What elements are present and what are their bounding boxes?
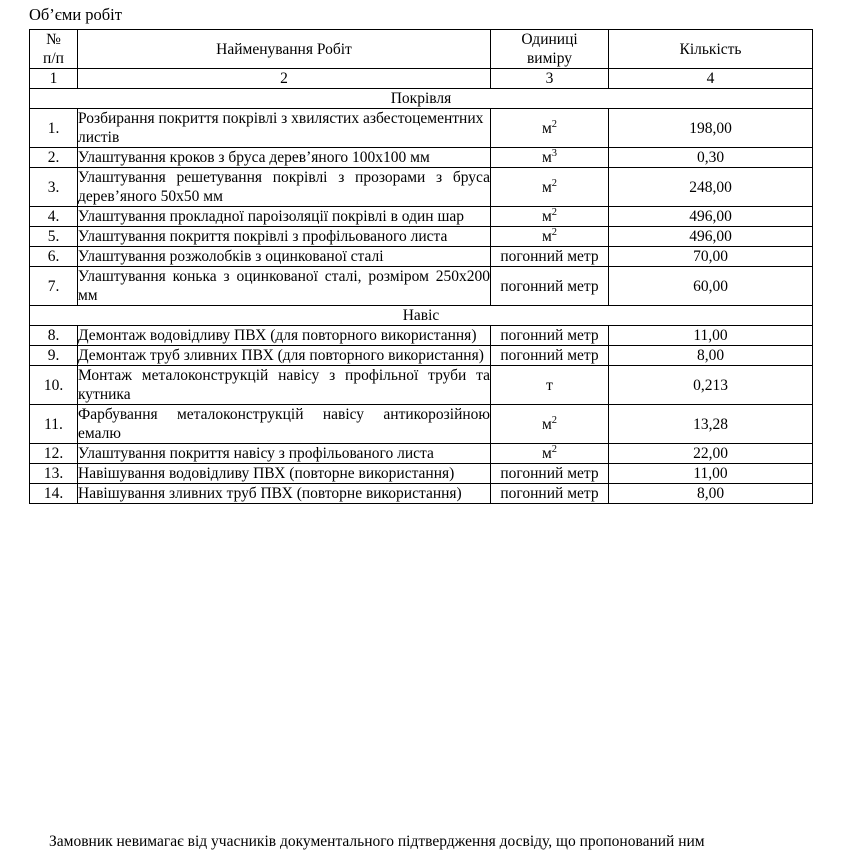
row-unit-exponent: 2 [551, 118, 558, 130]
row-unit-exponent: 2 [551, 414, 558, 426]
table-row [30, 366, 813, 405]
row-description: Улаштування конька з оцинкованої сталі, розміром 250х200 мм [78, 268, 490, 304]
table-body [30, 89, 813, 504]
table-row [30, 464, 813, 484]
row-number: 13. [30, 464, 78, 484]
row-unit [491, 168, 609, 207]
column-number-4: 4 [609, 69, 813, 89]
row-quantity: 11,00 [609, 326, 813, 346]
row-unit-exponent: 3 [551, 147, 558, 159]
table-row [30, 148, 813, 168]
row-description: Навішування зливних труб ПВХ (повторне використання) [78, 484, 491, 504]
row-quantity: 13,28 [609, 405, 813, 444]
column-header-unit-line1: Одиниці [521, 31, 578, 48]
table-row [30, 326, 813, 346]
row-description: Улаштування покриття навісу з профільованого листа [78, 444, 491, 464]
row-quantity: 11,00 [609, 464, 813, 484]
column-header-description: Найменування Робіт [78, 30, 491, 69]
column-number-2: 2 [78, 69, 491, 89]
row-quantity: 22,00 [609, 444, 813, 464]
column-number-3: 3 [491, 69, 609, 89]
table-row [30, 247, 813, 267]
row-quantity: 8,00 [609, 484, 813, 504]
row-quantity: 70,00 [609, 247, 813, 267]
table-row [30, 267, 813, 306]
row-unit-base: погонний метр [500, 327, 599, 344]
row-quantity: 0,213 [609, 366, 813, 405]
table-row [30, 227, 813, 247]
row-description: Улаштування решетування покрівлі з прозорами з бруса дерев’яного 50х50 мм [78, 169, 490, 205]
row-number: 4. [30, 207, 78, 227]
page-title: Об’єми робіт [29, 5, 122, 24]
row-quantity: 60,00 [609, 267, 813, 306]
footer-note: Замовник невимагає від учасників документального підтвердження досвіду, що пропонований ним [49, 833, 705, 850]
table-header [30, 30, 813, 89]
row-unit-base: погонний метр [500, 485, 599, 502]
row-unit [491, 148, 609, 168]
row-description: Улаштування прокладної пароізоляції покрівлі в один шар [78, 207, 491, 227]
row-unit-base: м [541, 228, 552, 245]
row-quantity: 496,00 [609, 207, 813, 227]
row-number: 3. [30, 168, 78, 207]
row-number: 12. [30, 444, 78, 464]
column-header-quantity: Кількість [609, 30, 813, 69]
row-number: 10. [30, 366, 78, 405]
row-unit-exponent: 2 [551, 177, 558, 189]
row-description: Демонтаж водовідливу ПВХ (для повторного використання) [78, 326, 491, 346]
row-unit [491, 366, 609, 405]
row-unit-base: погонний метр [500, 347, 599, 364]
row-unit-base: м [541, 208, 552, 225]
row-description: Улаштування розжолобків з оцинкованої сталі [78, 247, 491, 267]
column-header-unit-line2: виміру [526, 50, 573, 67]
row-description: Улаштування кроков з бруса дерев’яного 100х100 мм [78, 148, 491, 168]
row-quantity: 8,00 [609, 346, 813, 366]
row-quantity: 248,00 [609, 168, 813, 207]
column-header-number [30, 30, 78, 69]
row-number: 5. [30, 227, 78, 247]
column-header-number-line2: п/п [43, 50, 64, 67]
row-unit [491, 326, 609, 346]
row-description: Демонтаж труб зливних ПВХ (для повторного використання) [78, 346, 491, 366]
row-unit-base: м [541, 149, 552, 166]
row-unit-exponent: 2 [551, 206, 558, 218]
table-row [30, 346, 813, 366]
table-row [30, 484, 813, 504]
row-quantity: 0,30 [609, 148, 813, 168]
table-header-row [30, 30, 813, 69]
row-quantity: 496,00 [609, 227, 813, 247]
row-unit [491, 207, 609, 227]
row-unit [491, 444, 609, 464]
table-row [30, 444, 813, 464]
row-unit [491, 247, 609, 267]
row-number: 9. [30, 346, 78, 366]
column-number-1: 1 [30, 69, 78, 89]
section-header-row [30, 306, 813, 326]
column-header-number-line1: № [46, 31, 61, 48]
row-unit-base: погонний метр [500, 277, 599, 295]
row-unit-base: погонний метр [500, 248, 599, 265]
row-unit [491, 267, 609, 306]
row-unit-base: м [541, 445, 552, 462]
row-unit-base: т [546, 376, 553, 394]
row-number: 1. [30, 109, 78, 148]
row-description: Монтаж металоконструкцій навісу з профільної труби та кутника [78, 367, 490, 403]
row-number: 6. [30, 247, 78, 267]
row-quantity: 198,00 [609, 109, 813, 148]
row-number: 7. [30, 267, 78, 306]
row-description: Фарбування металоконструкцій навісу антикорозійною емалю [78, 406, 490, 442]
row-number: 11. [30, 405, 78, 444]
row-description: Розбирання покриття покрівлі з хвилястих азбестоцементних листів [78, 109, 491, 148]
row-description: Улаштування покриття покрівлі з профільованого листа [78, 227, 491, 247]
row-unit-base: м [541, 178, 552, 196]
row-unit [491, 464, 609, 484]
table-row [30, 207, 813, 227]
table-row [30, 109, 813, 148]
column-number-row [30, 69, 813, 89]
row-unit-base: м [541, 415, 552, 433]
row-number: 8. [30, 326, 78, 346]
row-unit-base: погонний метр [500, 465, 599, 482]
section-title: Навіс [30, 306, 813, 326]
works-volumes-table [29, 29, 813, 504]
column-header-unit [491, 30, 609, 69]
row-unit [491, 109, 609, 148]
section-header-row [30, 89, 813, 109]
table-row [30, 168, 813, 207]
row-unit-base: м [541, 119, 552, 137]
row-description: Навішування водовідливу ПВХ (повторне використання) [78, 464, 491, 484]
row-unit [491, 405, 609, 444]
row-unit [491, 484, 609, 504]
row-unit [491, 227, 609, 247]
section-title: Покрівля [30, 89, 813, 109]
row-unit-exponent: 2 [551, 226, 558, 238]
row-unit-exponent: 2 [551, 443, 558, 455]
table-row [30, 405, 813, 444]
row-number: 14. [30, 484, 78, 504]
row-unit [491, 346, 609, 366]
row-number: 2. [30, 148, 78, 168]
